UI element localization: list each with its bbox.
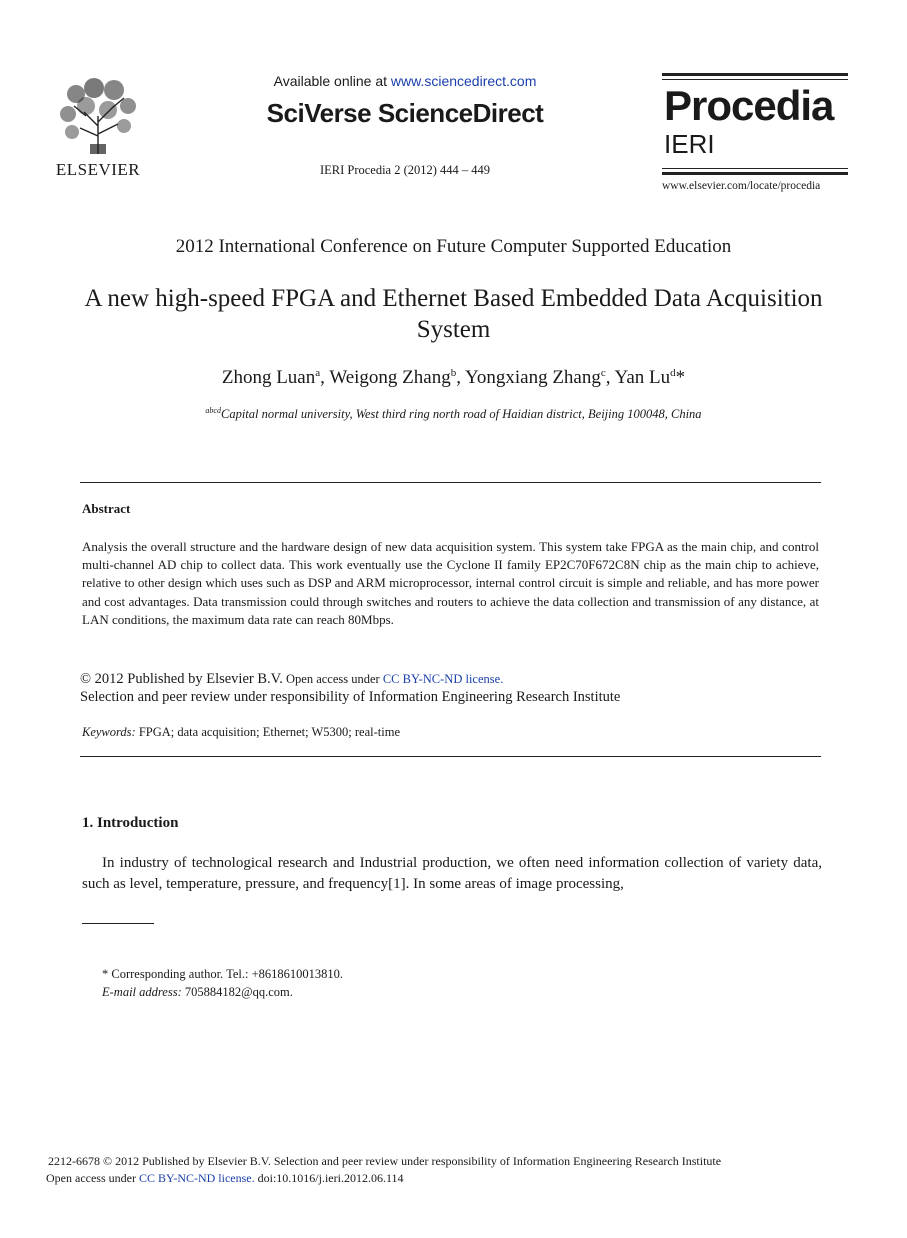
email-value[interactable]: 705884182@qq.com. (181, 985, 293, 999)
available-online (230, 73, 580, 89)
affiliation (0, 406, 907, 422)
footer-doi-line (46, 1171, 404, 1186)
section-heading-introduction: 1. Introduction (82, 815, 179, 831)
sciencedirect-link[interactable]: www.sciencedirect.com (390, 73, 537, 89)
author-affil-mark: a (315, 367, 321, 379)
open-access-label: Open access under (282, 672, 383, 686)
keywords-label: Keywords: (82, 725, 136, 739)
author-separator: , (605, 367, 615, 388)
author-affil-mark: c (600, 367, 606, 379)
elsevier-logo-text: ELSEVIER (55, 160, 141, 179)
footer-license-link[interactable]: CC BY-NC-ND license. (138, 1171, 255, 1185)
available-prefix: Available online at (273, 73, 391, 89)
conference-name: 2012 International Conference on Future Computer Supported Education (175, 236, 732, 257)
abstract-body: Analysis the overall structure and the hardware design of new data acquisition system. This system take FPGA as the main chip, and control multi-channel AD chip to collect data. This work eventually use the Cyclone II family EP2C70F672C8N chip as the main chip to achieve, relative to other design which uses such as DSP and ARM microprocessor, internal control circuit is simple and reliable, and has more power and cost advantages. Data transmission could through switches and routers to achieve the data collection and transmission of any distance, at LAN conditions, the maximum data rate can reach 80Mbps. (82, 539, 819, 627)
introduction-body: In industry of technological research and Industrial production, we often need information collection of variety data, such as level, temperature, pressure, and frequency[1]. In some areas of image processing, (82, 855, 822, 892)
author-name: Weigong Zhang (329, 367, 451, 388)
keywords-text: FPGA; data acquisition; Ethernet; W5300; real-time (135, 725, 400, 739)
author-list (0, 367, 907, 389)
keywords (82, 725, 400, 740)
sciverse-brand: SciVerse ScienceDirect (266, 98, 544, 128)
copyright-text: © 2012 Published by Elsevier B.V. (80, 671, 283, 687)
author-name: Zhong Luan (221, 367, 316, 388)
author-name: Yongxiang Zhang (465, 367, 601, 388)
author-affil-mark: d (670, 367, 676, 379)
email-label: E-mail address: (102, 985, 182, 999)
author-separator: , (456, 367, 466, 388)
author-name: Yan Lu (614, 367, 671, 388)
peer-review-notice: Selection and peer review under responsibility of Information Engineering Research Institute (80, 689, 621, 705)
procedia-rule-bottom-thin (662, 168, 848, 169)
corresponding-mark: * (675, 367, 686, 388)
elsevier-tree-icon (56, 76, 140, 156)
author-affil-mark: b (450, 367, 457, 379)
procedia-logo (662, 73, 848, 175)
elsevier-logo (50, 74, 146, 179)
abstract-heading: Abstract (82, 501, 131, 516)
procedia-url[interactable]: www.elsevier.com/locate/procedia (662, 180, 821, 192)
procedia-title: Procedia (664, 82, 834, 129)
footer-doi: doi:10.1016/j.ieri.2012.06.114 (254, 1171, 404, 1185)
corresponding-author-footnote: * Corresponding author. Tel.: +8618610013810. (102, 967, 343, 981)
abstract-rule-top (80, 482, 821, 483)
abstract-rule-bottom (80, 756, 821, 757)
footer-open-access: Open access under (46, 1171, 139, 1185)
author-separator: , (320, 367, 330, 388)
journal-reference: IERI Procedia 2 (2012) 444 – 449 (319, 163, 491, 177)
procedia-rule-top (662, 73, 848, 76)
procedia-rule-bottom (662, 172, 848, 175)
publication-notice (80, 671, 820, 688)
affiliation-mark: abcd (205, 406, 221, 415)
footer-issn-line: 2212-6678 © 2012 Published by Elsevier B.V. Selection and peer review under responsibility of Information Engineering Research Institute (48, 1154, 722, 1168)
license-link[interactable]: CC BY-NC-ND license. (382, 672, 504, 686)
paper-title: A new high-speed FPGA and Ethernet Based Embedded Data Acquisition System (84, 285, 823, 343)
affiliation-text: Capital normal university, West third ring north road of Haidian district, Beijing 100048, China (220, 407, 702, 421)
footnote-rule (82, 923, 154, 924)
procedia-rule-top-thin (662, 79, 848, 80)
email-footnote (102, 985, 293, 1000)
procedia-subtitle: IERI (664, 129, 715, 159)
